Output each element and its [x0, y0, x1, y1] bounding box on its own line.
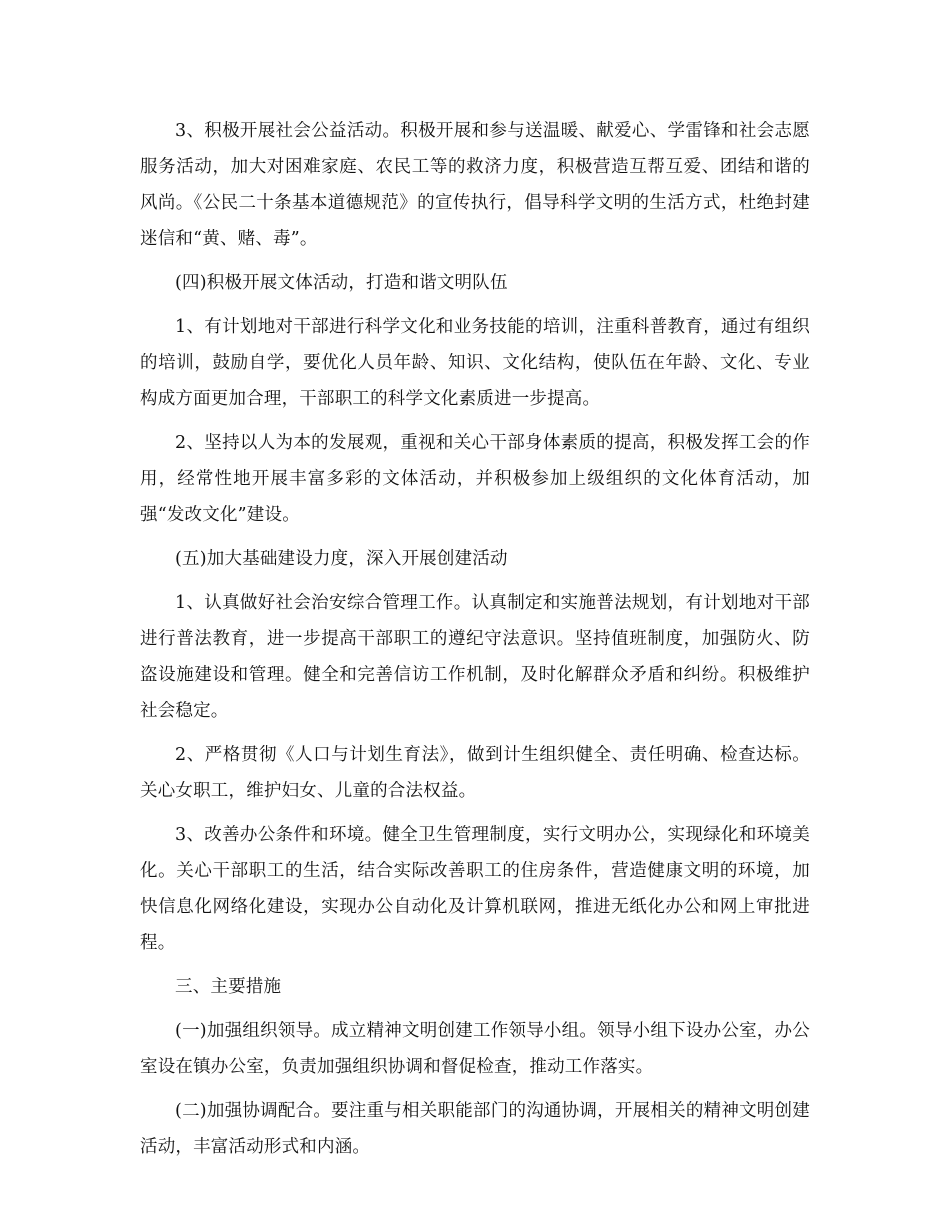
document-body — [140, 113, 810, 1173]
paragraph-training: 1、有计划地对干部进行科学文化和业务技能的培训，注重科普教育，通过有组织的培训，鼓励自学，要优化人员年龄、知识、文化结构，使队伍在年龄、文化、专业构成方面更加合理，干部职工的科学文化素质进一步提高。 — [140, 317, 810, 409]
paragraph-organization-leadership: (一)加强组织领导。成立精神文明创建工作领导小组。领导小组下设办公室，办公室设在镇办公室，负责加强组织协调和督促检查，推动工作落实。 — [140, 1021, 810, 1077]
paragraph-coordination: (二)加强协调配合。要注重与相关职能部门的沟通协调，开展相关的精神文明创建活动，丰富活动形式和内涵。 — [140, 1101, 810, 1157]
paragraph-public-security: 1、认真做好社会治安综合管理工作。认真制定和实施普法规划，有计划地对干部进行普法教育，进一步提高干部职工的遵纪守法意识。坚持值班制度，加强防火、防盗设施建设和管理。健全和完善信访工作机制，及时化解群众矛盾和纠纷。积极维护社会稳定。 — [140, 593, 810, 721]
section-heading-infrastructure: (五)加大基础建设力度，深入开展创建活动 — [175, 549, 508, 569]
section-heading-culture-sports: (四)积极开展文体活动，打造和谐文明队伍 — [175, 273, 508, 293]
paragraph-office-environment: 3、改善办公条件和环境。健全卫生管理制度，实行文明办公，实现绿化和环境美化。关心干部职工的生活，结合实际改善职工的住房条件，营造健康文明的环境，加快信息化网络化建设，实现办公自动化及计算机联网，推进无纸化办公和网上审批进程。 — [140, 825, 810, 953]
paragraph-family-planning: 2、严格贯彻《人口与计划生育法》，做到计生组织健全、责任明确、检查达标。关心女职工，维护妇女、儿童的合法权益。 — [140, 745, 810, 801]
paragraph-public-welfare: 3、积极开展社会公益活动。积极开展和参与送温暖、献爱心、学雷锋和社会志愿服务活动，加大对困难家庭、农民工等的救济力度，积极营造互帮互爱、团结和谐的风尚。《公民二十条基本道德规范》的宣传执行，倡导科学文明的生活方式，杜绝封建迷信和“黄、赌、毒”。 — [140, 121, 810, 249]
paragraph-people-oriented: 2、坚持以人为本的发展观，重视和关心干部身体素质的提高，积极发挥工会的作用，经常性地开展丰富多彩的文体活动，并积极参加上级组织的文化体育活动，加强“发改文化”建设。 — [140, 433, 810, 525]
section-heading-main-measures: 三、主要措施 — [175, 977, 282, 997]
